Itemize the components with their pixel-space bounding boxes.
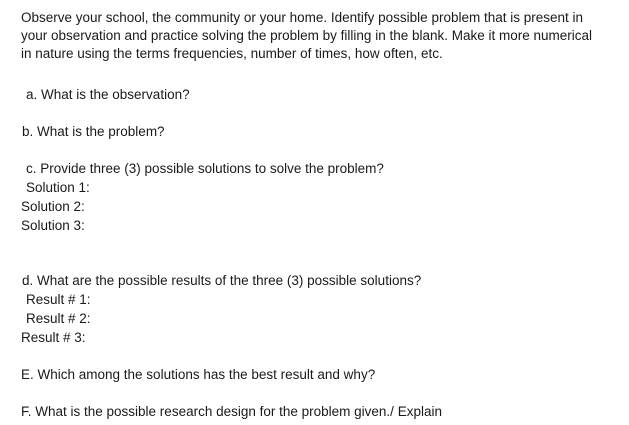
solution-3-label: Solution 3: bbox=[21, 218, 85, 233]
instructions-line-3: in nature using the terms frequencies, number of times, how often, etc. bbox=[21, 46, 443, 61]
question-e: E. Which among the solutions has the best result and why? bbox=[21, 367, 376, 382]
result-2-label: Result # 2: bbox=[26, 311, 91, 326]
question-b: b. What is the problem? bbox=[22, 124, 165, 139]
instructions-line-1: Observe your school, the community or your home. Identify possible problem that is present in bbox=[21, 10, 584, 25]
question-c: c. Provide three (3) possible solutions to solve the problem? bbox=[26, 161, 384, 176]
result-1-label: Result # 1: bbox=[26, 292, 91, 307]
solution-2-label: Solution 2: bbox=[21, 199, 85, 214]
question-a: a. What is the observation? bbox=[26, 87, 190, 102]
question-f: F. What is the possible research design for the problem given./ Explain bbox=[21, 404, 442, 419]
question-d: d. What are the possible results of the three (3) possible solutions? bbox=[22, 273, 422, 288]
result-3-label: Result # 3: bbox=[21, 330, 86, 345]
instructions-paragraph bbox=[21, 9, 621, 63]
solution-1-label: Solution 1: bbox=[26, 180, 90, 195]
instructions-line-2: your observation and practice solving the problem by filling in the blank. Make it more numerical bbox=[21, 28, 593, 43]
